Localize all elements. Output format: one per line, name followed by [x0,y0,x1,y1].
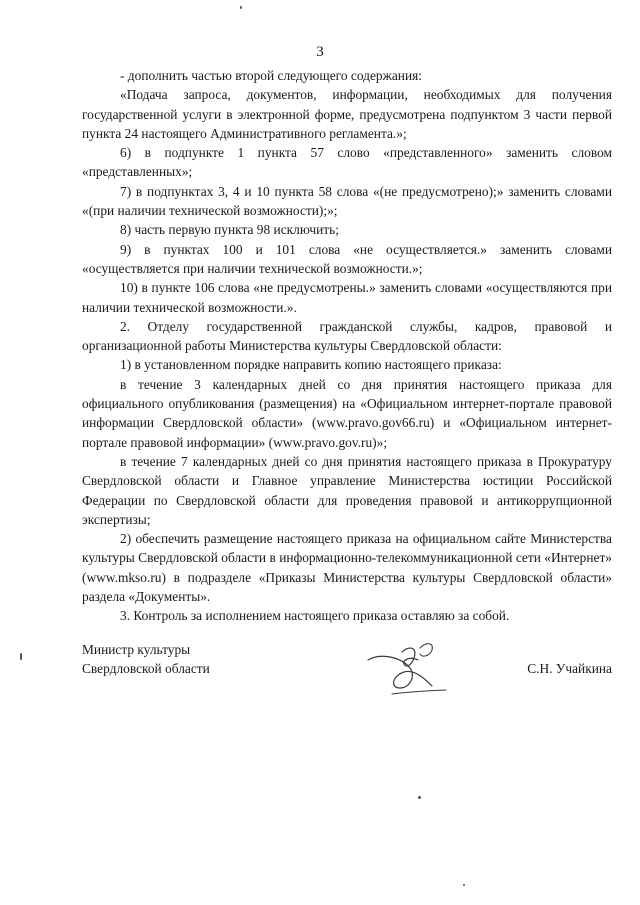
signatory-name: С.Н. Учайкина [527,661,612,676]
document-body [82,66,612,626]
signature-block [82,640,612,700]
paragraph: 2. Отделу государственной гражданской службы, кадров, правовой и организационной работы Министерства культуры Свердловской области: [82,318,612,354]
paragraph: 3. Контроль за исполнением настоящего приказа оставляю за собой. [120,608,510,624]
paragraph: 6) в подпункте 1 пункта 57 слово «представленного» заменить словом «представленных»; [82,145,612,180]
page-number: 3 [316,44,324,60]
paragraph: 2) обеспечить размещение настоящего приказа на официальном сайте Министерства культуры Свердловской области в информационно-телекоммуникационной сети «Интернет» (www.mkso.ru) в подразделе «Приказы Министерства культуры Свердловской области» раздела «Документы». [82,531,612,605]
paragraph: «Подача запроса, документов, информации, необходимых для получения государственной услуги в электронной форме, предусмотрена подпунктом 3 части первой пункта 24 настоящего Административного регламента.»; [82,87,612,141]
paragraph: 7) в подпунктах 3, 4 и 10 пункта 58 слова «(не предусмотрено);» заменить словами «(при наличии технической возможности);»; [82,183,612,219]
scan-speck [240,6,242,9]
paragraph: 10) в пункте 106 слова «не предусмотрены.» заменить словами «осуществляются при наличии технической возможности.». [82,280,612,315]
paragraph: - дополнить частью второй следующего содержания: [120,68,422,83]
paragraph: в течение 7 календарных дней со дня принятия настоящего приказа в Прокуратуру Свердловской области и Главное управление Министерства юстиции Российской Федерации по Свердловской области для проведения правовой и антикоррупционной экспертизы; [82,453,612,527]
scan-speck [20,653,22,660]
scan-speck [463,884,465,886]
handwritten-signature [362,638,452,698]
signatory-title-line: Свердловской области [82,661,210,677]
paragraph: 1) в установленном порядке направить копию настоящего приказа: [120,357,502,373]
paragraph: в течение 3 календарных дней со дня принятия настоящего приказа для официального опубликования (размещения) на «Официальном интернет-портале правовой информации Свердловской области» (www.pravo.gov66.ru) и «Официальном интернет-портале правовой информации» (www.pravo.gov.ru)»; [82,376,612,450]
paragraph: 8) часть первую пункта 98 исключить; [120,222,339,238]
scan-speck [418,796,421,799]
paragraph: 9) в пунктах 100 и 101 слова «не осуществляется.» заменить словами «осуществляется при наличии технической возможности.»; [82,241,612,276]
signatory-title [82,640,210,679]
signatory-title-line: Министр культуры [82,642,191,657]
